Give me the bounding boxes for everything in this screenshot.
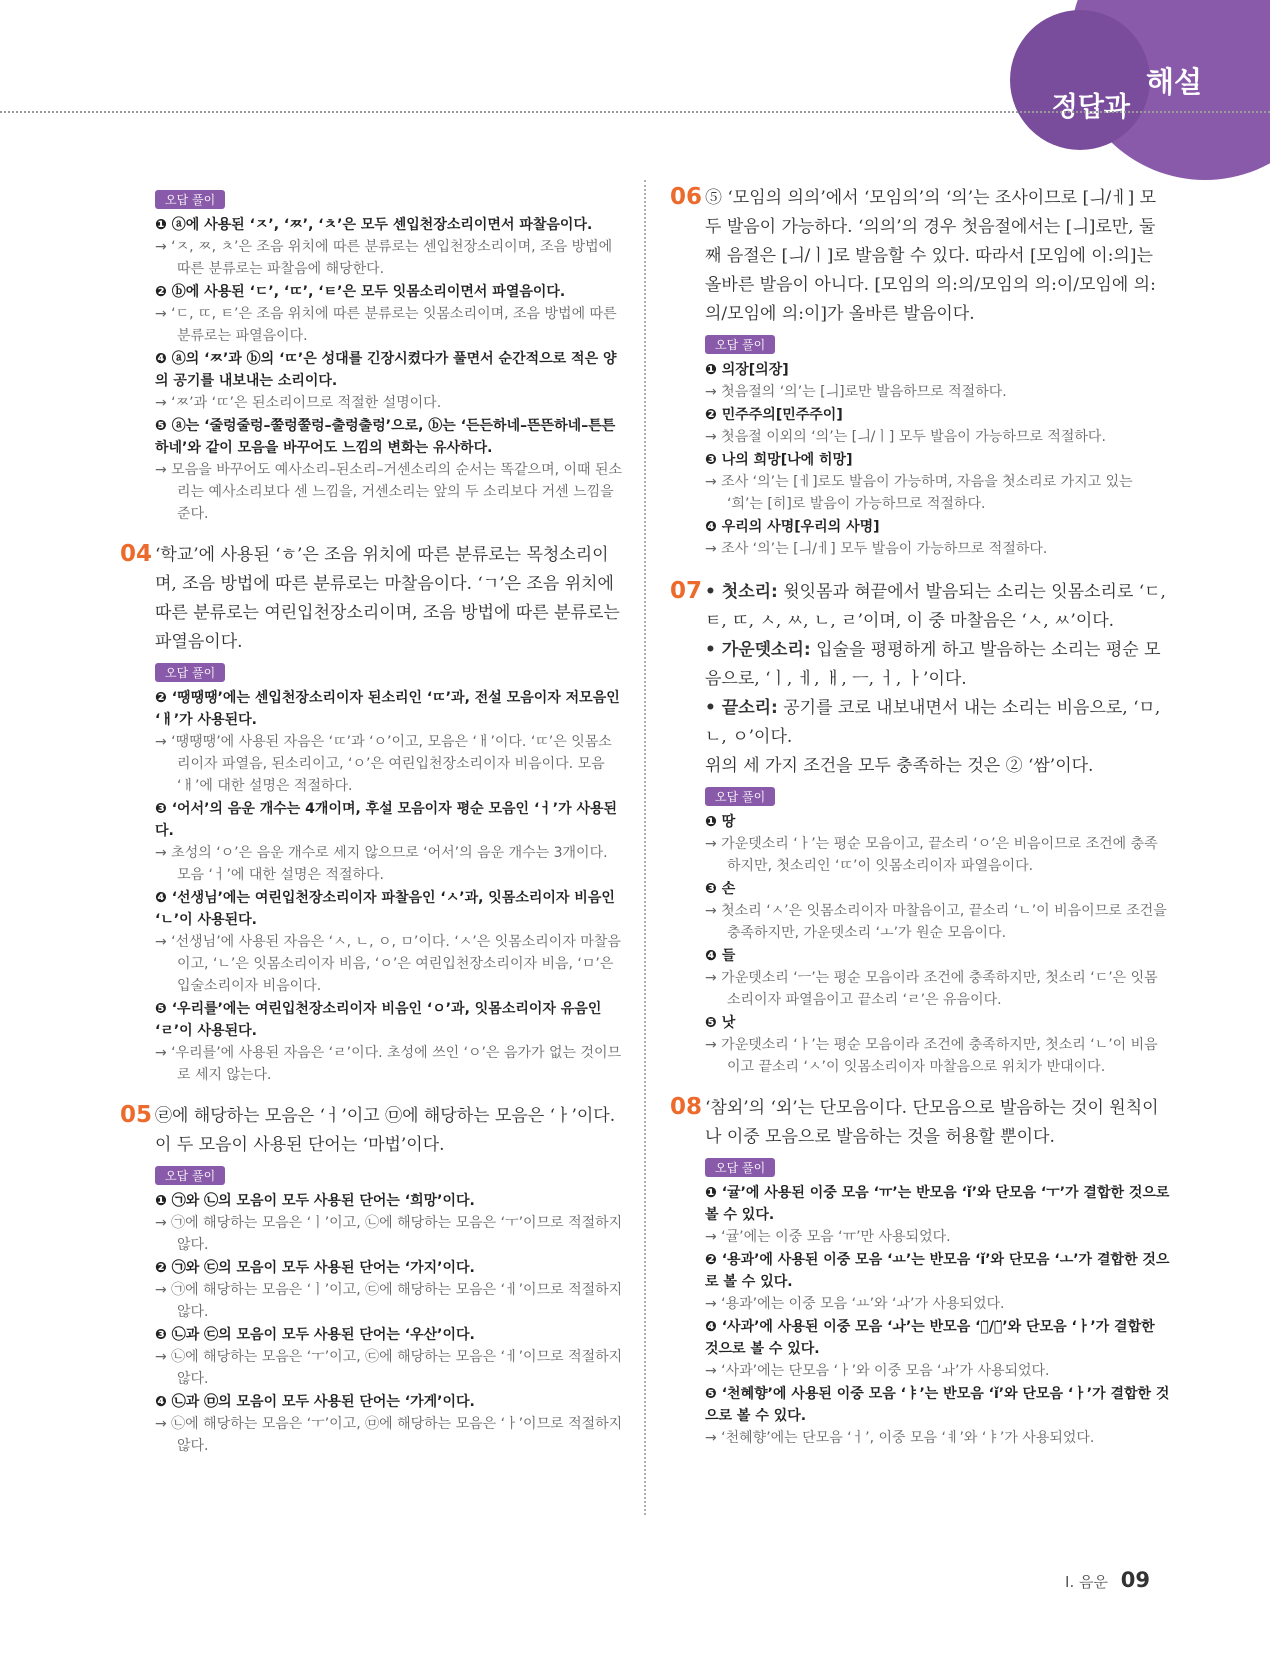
option-text: ❹ ‘사과’에 사용된 이중 모음 ‘ㅘ’는 반모음 ‘ㅗ̆/ㅜ̆’와 단모음 ‘ㅏ’가 결합한 것으로 볼 수 있다. — [705, 1319, 1155, 1357]
option-explanation: → ‘땡땡땡’에 사용된 자음은 ‘ㄸ’과 ‘ㅇ’이고, 모음은 ‘ㅐ’이다. ‘ㄸ’은 잇몸소리이자 파열음, 된소리이고, ‘ㅇ’은 여린입천장소리이자 비음이다. 모음 ‘ㅐ’에 대한 설명은 적절하다. — [155, 734, 612, 794]
question-answer-text: ‘학교’에 사용된 ‘ㅎ’은 조음 위치에 따른 분류로는 목청소리이며, 조음 방법에 따른 분류로는 마찰음이다. ‘ㄱ’은 조음 위치에 따른 분류로는 여린입천장소리이며, 조음 방법에 따른 분류로는 파열음이다. — [155, 545, 620, 652]
option-text: ❹ 우리의 사명[우리의 사명] — [705, 519, 880, 535]
question-08 — [670, 1094, 1170, 1449]
header-dotted-rule — [0, 111, 1270, 113]
wrong-answer-tag: 오답 풀이 — [705, 1158, 775, 1177]
question-conclusion: 위의 세 가지 조건을 모두 충족하는 것은 ② ‘쌈’이다. — [705, 756, 1094, 776]
option-text: ❶ 의장[의장] — [705, 362, 789, 378]
option-explanation: → ‘귤’에는 이중 모음 ‘ㅠ’만 사용되었다. — [705, 1229, 951, 1245]
option-explanation: → ‘우리를’에 사용된 자음은 ‘ㄹ’이다. 초성에 쓰인 ‘ㅇ’은 음가가 없는 것이므로 세지 않는다. — [155, 1045, 622, 1083]
option-text: ❶ 땅 — [705, 814, 736, 830]
option-text: ❸ 나의 희망[나에 히망] — [705, 452, 853, 468]
question-06 — [670, 184, 1170, 560]
option-text: ❸ ㉡과 ㉢의 모음이 모두 사용된 단어는 ‘우산’이다. — [155, 1327, 475, 1343]
q03-wrong-answer-block — [120, 184, 625, 525]
condition-bullet — [705, 636, 1170, 694]
wrong-answer-tag: 오답 풀이 — [155, 190, 225, 209]
option-text: ❸ ‘어서’의 음운 개수는 4개이며, 후설 모음이자 평순 모음인 ‘ㅓ’가 사용된다. — [155, 801, 618, 839]
question-number: 08 — [670, 1094, 703, 1120]
option-explanation: → 첫소리 ‘ㅅ’은 잇몸소리이자 마찰음이고, 끝소리 ‘ㄴ’이 비음이므로 조건을 충족하지만, 가운뎃소리 ‘ㅗ’가 원순 모음이다. — [705, 903, 1167, 941]
wrong-answer-tag: 오답 풀이 — [705, 787, 775, 806]
option-explanation: → ‘ㅉ’과 ‘ㄸ’은 된소리이므로 적절한 설명이다. — [155, 395, 442, 411]
option-explanation: → ‘선생님’에 사용된 자음은 ‘ㅅ, ㄴ, ㅇ, ㅁ’이다. ‘ㅅ’은 잇몸소리이자 마찰음이고, ‘ㄴ’은 잇몸소리이자 비음, ‘ㅇ’은 여린입천장소리이자 비음, ‘ㅁ’은 입술소리이자 비음이다. — [155, 934, 621, 994]
option-explanation: → ㉡에 해당하는 모음은 ‘ㅜ’이고, ㉢에 해당하는 모음은 ‘ㅔ’이므로 적절하지 않다. — [155, 1349, 623, 1387]
option-text: ❺ ‘우리를’에는 여린입천장소리이자 비음인 ‘ㅇ’과, 잇몸소리이자 유음인 ‘ㄹ’이 사용된다. — [155, 1001, 602, 1039]
option-explanation: → ㉠에 해당하는 모음은 ‘ㅣ’이고, ㉢에 해당하는 모음은 ‘ㅔ’이므로 적절하지 않다. — [155, 1282, 623, 1320]
option-text: ❷ ㉠와 ㉢의 모음이 모두 사용된 단어는 ‘가지’이다. — [155, 1260, 475, 1276]
option-explanation: → ‘ㄷ, ㄸ, ㅌ’은 조음 위치에 따른 분류로는 잇몸소리이며, 조음 방법에 따른 분류로는 파열음이다. — [155, 306, 617, 344]
option-text: ❺ ‘천혜향’에 사용된 이중 모음 ‘ㅑ’는 반모음 ‘ǐ’와 단모음 ‘ㅏ’가 결합한 것으로 볼 수 있다. — [705, 1386, 1170, 1424]
page-number: 09 — [1120, 1568, 1150, 1592]
option-explanation: → 조사 ‘의’는 [ㅔ]로도 발음이 가능하며, 자음을 첫소리로 가지고 있는 ‘희’는 [히]로 발음이 가능하므로 적절하다. — [705, 474, 1133, 512]
option-text: ❹ ㉡과 ㉤의 모음이 모두 사용된 단어는 ‘가게’이다. — [155, 1394, 475, 1410]
option-text: ❶ ⓐ에 사용된 ‘ㅈ’, ‘ㅉ’, ‘ㅊ’은 모두 센입천장소리이면서 파찰음이다. — [155, 217, 593, 233]
question-number: 05 — [120, 1102, 153, 1128]
wrong-answer-tag: 오답 풀이 — [705, 335, 775, 354]
question-04 — [120, 541, 625, 1086]
option-explanation: → ‘천혜향’에는 단모음 ‘ㅓ’, 이중 모음 ‘ㅖ’와 ‘ㅑ’가 사용되었다. — [705, 1430, 1095, 1446]
option-text: ❶ ‘귤’에 사용된 이중 모음 ‘ㅠ’는 반모음 ‘ǐ’와 단모음 ‘ㅜ’가 결합한 것으로 볼 수 있다. — [705, 1185, 1170, 1223]
question-07 — [670, 578, 1170, 1078]
option-text: ❷ 민주주의[민주주이] — [705, 407, 843, 423]
badge-title-part2: 해설 — [1145, 65, 1202, 99]
option-explanation: → 가운뎃소리 ‘ㅏ’는 평순 모음이라 조건에 충족하지만, 첫소리 ‘ㄴ’이 비음이고 끝소리 ‘ㅅ’이 잇몸소리이자 마찰음으로 위치가 반대이다. — [705, 1037, 1158, 1075]
option-text: ❹ ‘선생님’에는 여린입천장소리이자 파찰음인 ‘ㅅ’과, 잇몸소리이자 비음인 ‘ㄴ’이 사용된다. — [155, 890, 615, 928]
option-text: ❸ 손 — [705, 881, 736, 897]
condition-text: 입술을 평평하게 하고 발음하는 소리는 평순 모음으로, ‘ㅣ, ㅔ, ㅐ, ㅡ, ㅓ, ㅏ’이다. — [705, 640, 1161, 689]
section-label: Ⅰ. 음운 — [1065, 1573, 1108, 1591]
option-explanation: → ‘ㅈ, ㅉ, ㅊ’은 조음 위치에 따른 분류로는 센입천장소리이며, 조음 방법에 따른 분류로는 파찰음에 해당한다. — [155, 239, 613, 277]
option-explanation: → 가운뎃소리 ‘ㅡ’는 평순 모음이라 조건에 충족하지만, 첫소리 ‘ㄷ’은 잇몸소리이자 파열음이고 끝소리 ‘ㄹ’은 유음이다. — [705, 970, 1158, 1008]
condition-text: 공기를 코로 내보내면서 내는 소리는 비음으로, ‘ㅁ, ㄴ, ㅇ’이다. — [705, 698, 1161, 747]
option-text: ❺ ⓐ는 ‘줄렁줄렁–쭐렁쭐렁–출렁출렁’으로, ⓑ는 ‘든든하네–뜬뜬하네–튼튼하네’와 같이 모음을 바꾸어도 느낌의 변화는 유사하다. — [155, 418, 616, 456]
header-badge-inner — [1010, 10, 1150, 150]
question-answer-text: ㉣에 해당하는 모음은 ‘ㅓ’이고 ㉤에 해당하는 모음은 ‘ㅏ’이다. 이 두 모음이 사용된 단어는 ‘마법’이다. — [155, 1106, 616, 1155]
option-text: ❶ ㉠와 ㉡의 모음이 모두 사용된 단어는 ‘희망’이다. — [155, 1193, 475, 1209]
option-explanation: → ㉠에 해당하는 모음은 ‘ㅣ’이고, ㉡에 해당하는 모음은 ‘ㅜ’이므로 적절하지 않다. — [155, 1215, 623, 1253]
question-answer-text: ‘참외’의 ‘외’는 단모음이다. 단모음으로 발음하는 것이 원칙이나 이중 모음으로 발음하는 것을 허용할 뿐이다. — [705, 1098, 1159, 1147]
question-number: 06 — [670, 184, 703, 210]
option-explanation: → ‘용과’에는 이중 모음 ‘ㅛ’와 ‘ㅘ’가 사용되었다. — [705, 1296, 1005, 1312]
question-05 — [120, 1102, 625, 1457]
option-text: ❷ ‘용과’에 사용된 이중 모음 ‘ㅛ’는 반모음 ‘ǐ’와 단모음 ‘ㅗ’가 결합한 것으로 볼 수 있다. — [705, 1252, 1170, 1290]
condition-head: • 가운뎃소리: — [705, 640, 811, 660]
option-explanation: → 모음을 바꾸어도 예사소리–된소리–거센소리의 순서는 똑같으며, 이때 된소리는 예사소리보다 센 느낌을, 거센소리는 앞의 두 소리보다 거센 느낌을 준다. — [155, 462, 623, 522]
question-number: 07 — [670, 578, 703, 604]
column-divider — [644, 180, 646, 1515]
condition-bullet — [705, 578, 1170, 636]
option-text: ❷ ⓑ에 사용된 ‘ㄷ’, ‘ㄸ’, ‘ㅌ’은 모두 잇몸소리이면서 파열음이다. — [155, 284, 566, 300]
badge-title-part1: 정답과 — [1051, 92, 1130, 123]
option-explanation: → ‘사과’에는 단모음 ‘ㅏ’와 이중 모음 ‘ㅘ’가 사용되었다. — [705, 1363, 1050, 1379]
option-text: ❷ ‘땡땡땡’에는 센입천장소리이자 된소리인 ‘ㄸ’과, 전설 모음이자 저모음인 ‘ㅐ’가 사용된다. — [155, 690, 620, 728]
option-text: ❹ ⓐ의 ‘ㅉ’과 ⓑ의 ‘ㄸ’은 성대를 긴장시켰다가 풀면서 순간적으로 적은 양의 공기를 내보내는 소리이다. — [155, 351, 617, 389]
option-explanation: → ㉡에 해당하는 모음은 ‘ㅜ’이고, ㉤에 해당하는 모음은 ‘ㅏ’이므로 적절하지 않다. — [155, 1416, 623, 1454]
option-explanation: → 첫음절의 ‘의’는 [ㅢ]로만 발음하므로 적절하다. — [705, 384, 1007, 400]
condition-text: 윗잇몸과 혀끝에서 발음되는 소리는 잇몸소리로 ‘ㄷ, ㅌ, ㄸ, ㅅ, ㅆ, ㄴ, ㄹ’이며, 이 중 마찰음은 ‘ㅅ, ㅆ’이다. — [705, 582, 1166, 631]
condition-head: • 첫소리: — [705, 582, 778, 602]
condition-bullet — [705, 694, 1170, 752]
option-text: ❹ 들 — [705, 948, 736, 964]
left-column — [120, 184, 625, 1471]
wrong-answer-tag: 오답 풀이 — [155, 663, 225, 682]
wrong-answer-tag: 오답 풀이 — [155, 1166, 225, 1185]
question-answer-text: ⑤ ‘모임의 의의’에서 ‘모임의’의 ‘의’는 조사이므로 [ㅢ/ㅔ] 모두 발음이 가능하다. ‘의의’의 경우 첫음절에서는 [ㅢ]로만, 둘째 음절은 [ㅢ/ㅣ]로 발음할 수 있다. 따라서 [모임에 이:의]는 올바른 발음이 아니다. [모임의 의:의/모임의 의:이/모임에 의:의/모임에 의:이]가 올바른 발음이다. — [705, 188, 1157, 324]
option-explanation: → 조사 ‘의’는 [ㅢ/ㅔ] 모두 발음이 가능하므로 적절하다. — [705, 541, 1048, 557]
question-number: 04 — [120, 541, 153, 567]
option-explanation: → 첫음절 이외의 ‘의’는 [ㅢ/ㅣ] 모두 발음이 가능하므로 적절하다. — [705, 429, 1106, 445]
condition-head: • 끝소리: — [705, 698, 778, 718]
right-column — [670, 184, 1170, 1463]
option-text: ❺ 낫 — [705, 1015, 736, 1031]
page-footer — [1065, 1568, 1150, 1592]
option-explanation: → 초성의 ‘ㅇ’은 음운 개수로 세지 않으므로 ‘어서’의 음운 개수는 3개이다. 모음 ‘ㅓ’에 대한 설명은 적절하다. — [155, 845, 608, 883]
option-explanation: → 가운뎃소리 ‘ㅏ’는 평순 모음이고, 끝소리 ‘ㅇ’은 비음이므로 조건에 충족하지만, 첫소리인 ‘ㄸ’이 잇몸소리이자 파열음이다. — [705, 836, 1158, 874]
